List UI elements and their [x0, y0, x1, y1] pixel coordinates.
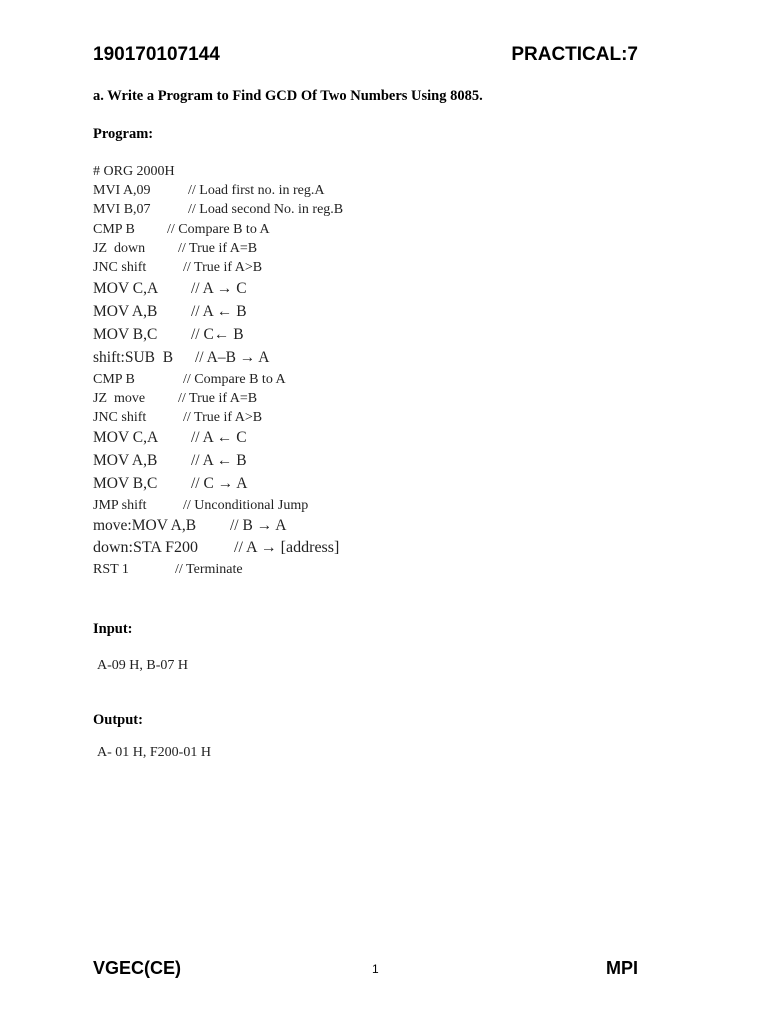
footer-subject: MPI — [605, 958, 638, 978]
code-instr: MOV C,A — [93, 429, 159, 446]
program-label: Program: — [93, 126, 154, 142]
code-line — [93, 241, 258, 257]
code-line — [93, 475, 248, 493]
input-label: Input: — [93, 621, 133, 637]
code-comment: // True if A>B — [183, 260, 263, 275]
code-comment: // True if A=B — [178, 241, 258, 256]
code-line — [93, 372, 286, 388]
code-instr: CMP B — [93, 372, 135, 387]
code-line — [93, 391, 258, 407]
code-line — [93, 326, 244, 344]
code-instr: MOV A,B — [93, 303, 158, 320]
code-line — [93, 410, 263, 426]
code-instr: down:STA F200 — [93, 539, 198, 556]
code-comment: // A → [address] — [234, 539, 340, 556]
code-instr: MOV A,B — [93, 452, 158, 469]
code-line — [93, 303, 247, 321]
code-instr: CMP B — [93, 222, 135, 237]
code-comment: // B → A — [230, 517, 287, 534]
code-comment: // C← B — [191, 326, 244, 343]
code-comment: // True if A>B — [183, 410, 263, 425]
code-instr: MOV B,C — [93, 475, 158, 492]
code-line — [93, 349, 270, 367]
code-comment: // A–B → A — [195, 349, 270, 366]
code-comment: // A → C — [191, 280, 247, 297]
code-instr: MVI A,09 — [93, 183, 151, 198]
code-comment: // A ← C — [191, 429, 247, 446]
code-line — [93, 280, 247, 298]
code-instr: MVI B,07 — [93, 202, 151, 217]
code-line — [93, 202, 344, 218]
code-comment: // A ← B — [191, 303, 247, 320]
code-comment: // Load first no. in reg.A — [188, 183, 325, 198]
code-line — [93, 260, 263, 276]
code-line — [93, 429, 247, 447]
code-comment: // Load second No. in reg.B — [188, 202, 344, 217]
code-instr: JZ down — [93, 241, 146, 256]
page-number: 1 — [372, 962, 379, 976]
code-instr: JNC shift — [93, 260, 147, 275]
input-value: A-09 H, B-07 H — [97, 658, 188, 673]
code-instr: RST 1 — [93, 562, 129, 577]
footer-college: VGEC(CE) — [93, 958, 182, 978]
code-instr: JNC shift — [93, 410, 147, 425]
output-value: A- 01 H, F200-01 H — [97, 745, 211, 760]
code-comment: // Compare B to A — [183, 372, 286, 387]
code-comment: // C → A — [191, 475, 248, 492]
code-line — [93, 183, 325, 199]
code-line — [93, 164, 175, 180]
code-instr: MOV C,A — [93, 280, 159, 297]
code-instr: JMP shift — [93, 498, 147, 513]
code-instr: MOV B,C — [93, 326, 158, 343]
output-label: Output: — [93, 712, 143, 728]
practical-number: PRACTICAL:7 — [511, 44, 638, 65]
code-instr: shift:SUB B — [93, 349, 174, 366]
code-line — [93, 539, 340, 557]
code-instr: move:MOV A,B — [93, 517, 197, 534]
aim-title: a. Write a Program to Find GCD Of Two Numbers Using 8085. — [93, 88, 483, 104]
code-line — [93, 452, 247, 470]
code-comment: // Compare B to A — [167, 222, 270, 237]
code-comment: // Unconditional Jump — [183, 498, 309, 513]
enrollment-number: 190170107144 — [93, 44, 220, 65]
code-instr: # ORG 2000H — [93, 164, 175, 179]
code-comment: // A ← B — [191, 452, 247, 469]
code-comment: // Terminate — [175, 562, 243, 577]
code-comment: // True if A=B — [178, 391, 258, 406]
code-line — [93, 498, 309, 514]
code-line — [93, 222, 270, 238]
code-instr: JZ move — [93, 391, 146, 406]
code-line — [93, 517, 287, 535]
code-line — [93, 562, 243, 578]
